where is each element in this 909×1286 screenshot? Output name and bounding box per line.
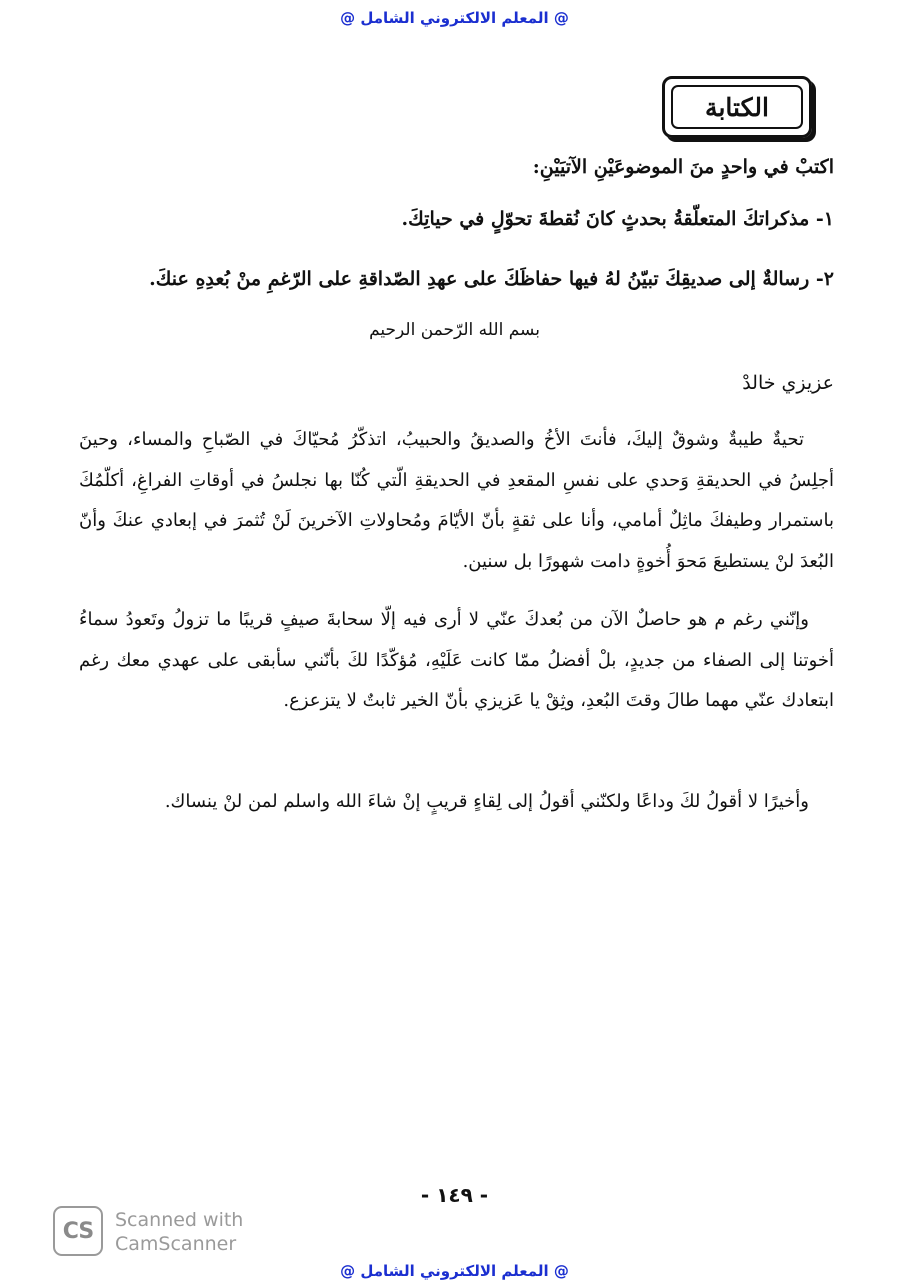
header-watermark: @ المعلم الالكتروني الشامل @ bbox=[340, 9, 569, 27]
camscanner-label bbox=[115, 1208, 243, 1256]
page-number: - ١٤٩ - bbox=[420, 1183, 489, 1207]
camscanner-logo-icon: CS bbox=[53, 1206, 103, 1256]
topic-1: ١- مذكراتكَ المتعلّقةُ بحدثٍ كانَ نُقطةَ تحوّلٍ في حياتِكَ. bbox=[401, 208, 834, 230]
basmala: بسم الله الرّحمن الرحيم bbox=[369, 320, 540, 340]
paragraph-1: تحيةٌ طيبةٌ وشوقٌ إليكَ، فأنتَ الأخُ والصديقُ والحبيبُ، اتذكّرُ مُحيّاكَ في الصّباحِ والمساء، وحينَ أجلِسُ في الحديقةِ وَحدي على نفسِ المقعدِ في الحديقةِ الّتي كُنّا بها نجلسُ في أوقاتِ الفراغِ، أكلّمُكَ باستمرار وطيفكَ ماثِلٌ أمامي، وأنا على ثقةٍ بأنّ الأيّامَ ومُحاولاتِ الآخرينَ لَنْ تُثمرَ في إبعادي عنكَ وأنّ البُعدَ لنْ يستطيعَ مَحوَ أُخوةٍ دامت شهورًا بل سنين. bbox=[79, 429, 834, 572]
footer-watermark: @ المعلم الالكتروني الشامل @ bbox=[340, 1262, 569, 1280]
section-title: الكتابة bbox=[705, 92, 769, 122]
topic-2: ٢- رسالةٌ إلى صديقِكَ تبيّنُ لهُ فيها حفاظَكَ على عهدِ الصّداقةِ على الرّغمِ منْ بُعدِهِ عنكَ. bbox=[149, 268, 834, 290]
instruction-text: اكتبْ في واحدٍ منَ الموضوعَيْنِ الآتيَيْنِ: bbox=[532, 156, 834, 178]
camscanner-line-1: Scanned with bbox=[115, 1209, 244, 1231]
paragraph-3: وأخيرًا لا أقولُ لكَ وداعًا ولكنّني أقولُ إلى لِقاءٍ قريبٍ إنْ شاءَ الله واسلم لمن لنْ ينساك. bbox=[164, 791, 809, 812]
section-title-box bbox=[662, 76, 812, 138]
salutation: عزيزي خالدْ bbox=[742, 372, 834, 394]
paragraph-2: وإنّني رغم م هو حاصلٌ الآن من بُعدكَ عنّي لا أرى فيه إلّا سحابةَ صيفٍ قريبًا ما تزولُ وتَعودُ سماءُ أخوتنا إلى الصفاء من جديدٍ، بلْ أفضلُ ممّا كانت عَلَيْهِ، مُؤكّدًا لكَ بأنّني سأبقى على عهدي معك رغم ابتعادك عنّي مهما طالَ وقتَ البُعدِ، وثِقْ يا عَزيزي بأنّ الخير ثابتٌ لا يتزعزع. bbox=[79, 609, 834, 711]
camscanner-line-2: CamScanner bbox=[115, 1233, 237, 1255]
